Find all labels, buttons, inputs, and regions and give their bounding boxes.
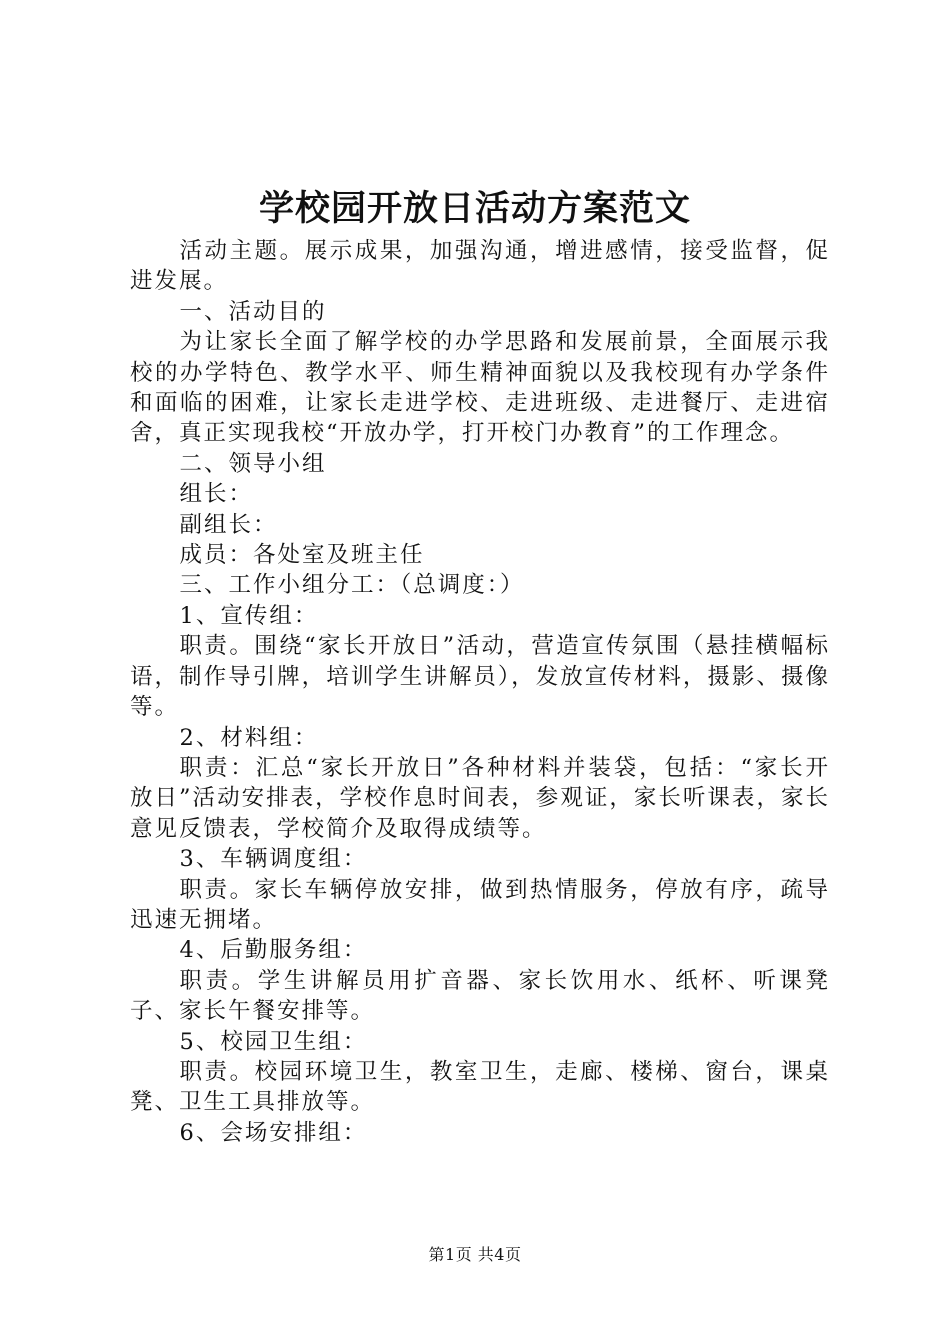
- heading-purpose: 一、活动目的: [179, 298, 327, 325]
- paragraph-logistics-duty: 职责。学生讲解员用扩音器、家长饮用水、纸杯、听课凳子、家长午餐安排等。: [130, 967, 830, 1025]
- paragraph-vehicle-duty: 职责。家长车辆停放安排，做到热情服务，停放有序，疏导迅速无拥堵。: [130, 876, 830, 933]
- line-deputy-leader: 副组长：: [179, 511, 278, 538]
- paragraph-purpose: 为让家长全面了解学校的办学思路和发展前景，全面展示我校的办学特色、教学水平、师生精神面貌以及我校现有办学条件和面临的困难，让家长走进学校、走进班级、走进餐厅、走进宿舍，真正实现我校“开放办学，打开校门办教育”的工作理念。: [130, 329, 830, 447]
- paragraph-theme: 活动主题。展示成果，加强沟通，增进感情，接受监督，促进发展。: [130, 238, 830, 295]
- heading-publicity-group: 1、宣传组：: [179, 602, 319, 629]
- heading-hygiene-group: 5、校园卫生组：: [179, 1028, 368, 1055]
- line-members: 成员：各处室及班主任: [179, 542, 425, 569]
- paragraph-publicity-duty: 职责。围绕“家长开放日”活动，营造宣传氛围（悬挂横幅标语，制作导引牌，培训学生讲解员），发放宣传材料，摄影、摄像等。: [130, 633, 830, 721]
- heading-division: 三、工作小组分工：（总调度：）: [179, 572, 525, 599]
- line-group-leader: 组长：: [179, 481, 254, 508]
- heading-logistics-group: 4、后勤服务组：: [179, 937, 368, 964]
- document-title: 学校园开放日活动方案范文: [258, 189, 691, 229]
- paragraph-materials-duty: 职责：汇总“家长开放日”各种材料并装袋，包括：“家长开放日”活动安排表，学校作息时间表，参观证，家长听课表，家长意见反馈表，学校简介及取得成绩等。: [130, 754, 830, 842]
- heading-materials-group: 2、材料组：: [179, 724, 319, 751]
- heading-venue-group: 6、会场安排组：: [179, 1119, 368, 1146]
- page-number: 第1页 共4页: [428, 1245, 522, 1264]
- document-body: [130, 236, 830, 1148]
- heading-vehicle-group: 3、车辆调度组：: [179, 846, 368, 873]
- heading-leadership: 二、领导小组: [179, 450, 327, 477]
- paragraph-hygiene-duty: 职责。校园环境卫生，教室卫生，走廊、楼梯、窗台，课桌凳、卫生工具排放等。: [130, 1058, 830, 1116]
